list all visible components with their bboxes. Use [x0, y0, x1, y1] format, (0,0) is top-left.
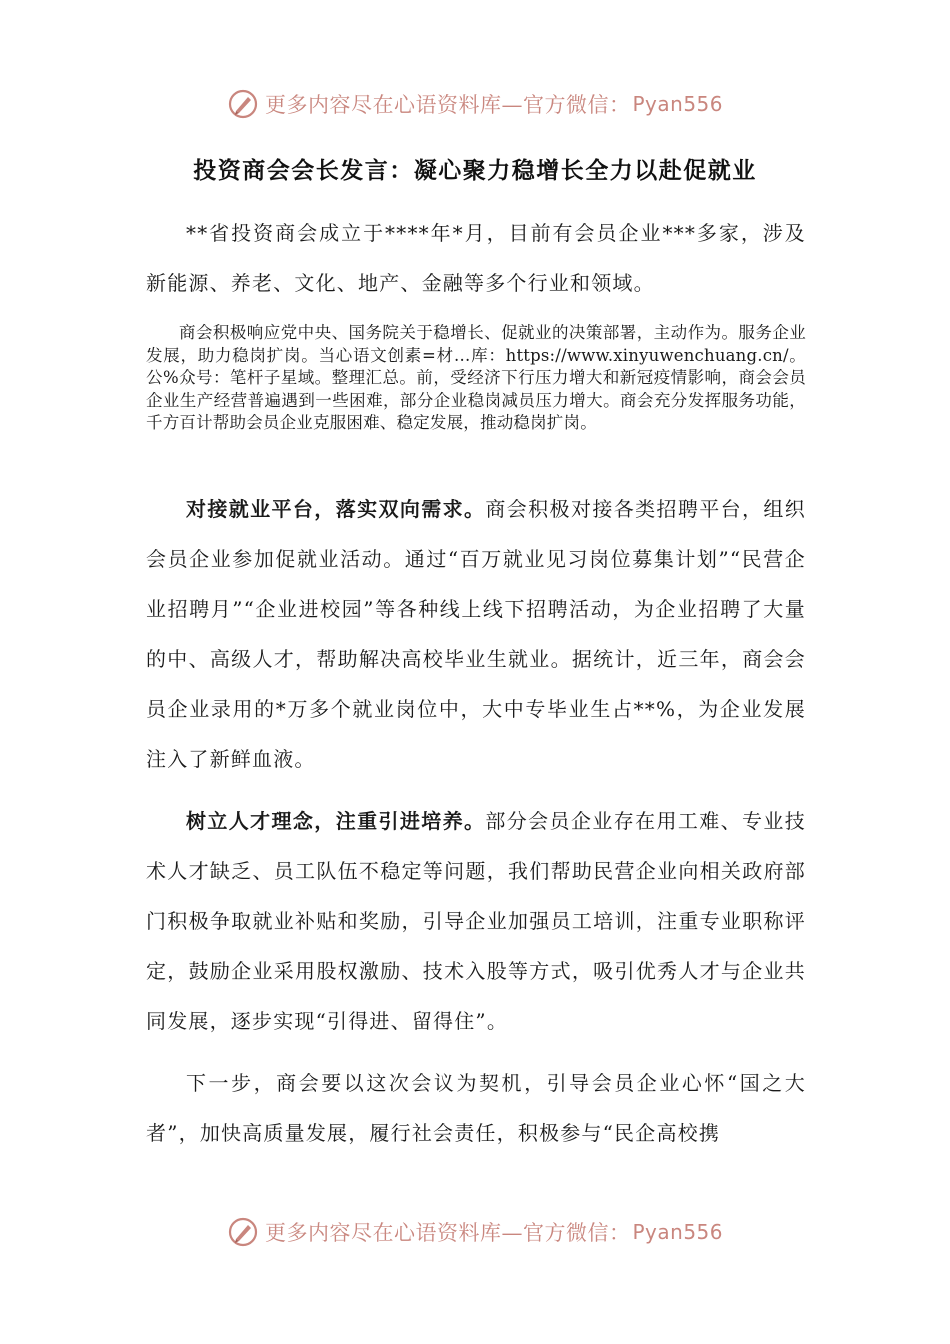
footer-banner — [0, 1212, 950, 1252]
paragraph-talent-body: 部分会员企业存在用工难、专业技术人才缺乏、员工队伍不稳定等问题，我们帮助民营企业向相关政府部门积极争取就业补贴和奖励，引导企业加强员工培训，注重专业职称评定，鼓励企业采用股权激励、技术入股等方式，吸引优秀人才与企业共同发展，逐步实现“引得进、留得住”。 — [146, 809, 806, 1033]
banner-wechat-id: Pyan556 — [632, 1220, 723, 1244]
paragraph-platform — [146, 484, 806, 784]
banner-text: 更多内容尽在心语资料库—官方微信： — [264, 93, 631, 117]
pen-logo-icon — [227, 88, 259, 120]
paragraph-talent-heading: 树立人才理念，注重引进培养。 — [186, 809, 486, 833]
paragraph-intro: **省投资商会成立于****年*月，目前有会员企业***多家，涉及新能源、养老、文化、地产、金融等多个行业和领域。 — [146, 221, 806, 295]
paragraph-next-step-container — [146, 1058, 806, 1158]
pen-logo-icon — [227, 1216, 259, 1248]
paragraph-talent-container — [146, 796, 806, 1046]
document-title: 投资商会会长发言：凝心聚力稳增长全力以赴促就业 — [193, 157, 757, 184]
paragraph-platform-heading: 对接就业平台，落实双向需求。 — [186, 497, 486, 521]
paragraph-talent — [146, 796, 806, 1046]
paragraph-response-container — [146, 322, 806, 435]
paragraph-intro-container — [146, 208, 806, 308]
paragraph-response: 商会积极响应党中央、国务院关于稳增长、促就业的决策部署，主动作为。服务企业发展，助力稳岗扩岗。当心语文创素=材…库：https://www.xinyuwenchuang.cn/。公%众号：笔杆子星域。整理汇总。前，受经济下行压力增大和新冠疫情影响，商会会员企业生产经营普遍遇到一些困难，部分企业稳岗减员压力增大。商会充分发挥服务功能，千方百计帮助会员企业克服困难、稳定发展，推动稳岗扩岗。 — [146, 323, 806, 432]
paragraph-platform-container — [146, 484, 806, 784]
banner-text: 更多内容尽在心语资料库—官方微信： — [264, 1221, 631, 1245]
banner-wechat-id: Pyan556 — [632, 92, 723, 116]
header-banner — [0, 84, 950, 124]
paragraph-platform-body: 商会积极对接各类招聘平台，组织会员企业参加促就业活动。通过“百万就业见习岗位募集计划”“民营企业招聘月”“企业进校园”等各种线上线下招聘活动，为企业招聘了大量的中、高级人才，帮助解决高校毕业生就业。据统计，近三年，商会会员企业录用的*万多个就业岗位中，大中专毕业生占**%，为企业发展注入了新鲜血液。 — [146, 497, 806, 771]
paragraph-next-step: 下一步，商会要以这次会议为契机，引导会员企业心怀“国之大者”，加快高质量发展，履行社会责任，积极参与“民企高校携 — [146, 1071, 806, 1145]
